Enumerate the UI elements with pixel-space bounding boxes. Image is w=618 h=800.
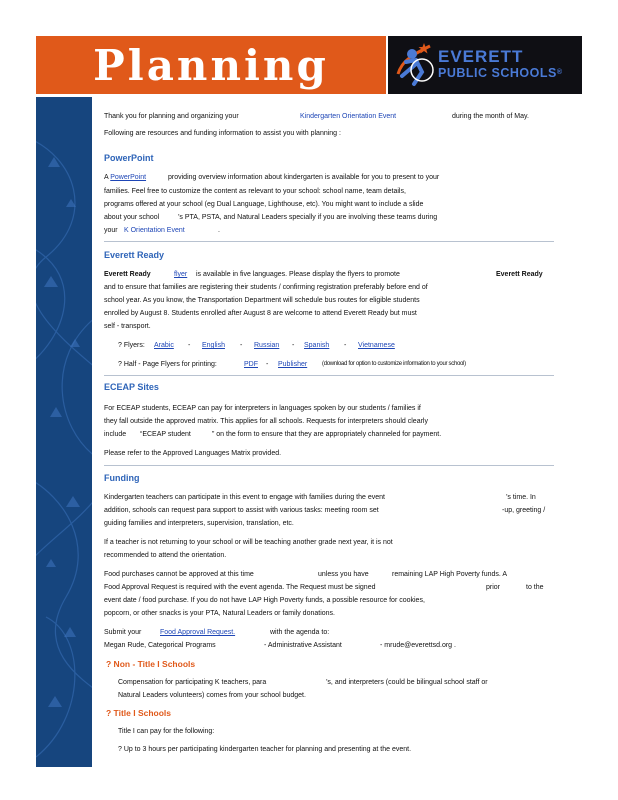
flyer-link-arabic[interactable]: Arabic (154, 342, 174, 349)
half-page-flyers-row: ? Half - Page Flyers for printing: PDF - Publisher (download for option to customize information to your school) (118, 361, 466, 368)
sidebar-swirl-icon (36, 97, 92, 767)
flyer-link-english[interactable]: English (202, 342, 225, 349)
paragraph-line: If a teacher is not returning to your school or will be teaching another grade next year, it is not (104, 539, 393, 546)
paragraph-line: Please refer to the Approved Languages Matrix provided. (104, 450, 282, 457)
event-name: Kindergarten Orientation Event (300, 113, 397, 120)
food-approval-request-link[interactable]: Food Approval Request. (160, 629, 236, 636)
paragraph-line: Everett Ready flyer is available in five languages. Please display the flyers to promote Everett Ready (104, 271, 543, 278)
flyers-row: ? Flyers: Arabic - English - Russian - Spanish - Vietnamese (118, 342, 395, 349)
pdf-link[interactable]: PDF (244, 361, 258, 368)
paragraph-line: popcorn, or other snacks is your PTA, Natural Leaders or family donations. (104, 610, 335, 617)
paragraph-line: Natural Leaders volunteers) comes from your school budget. (118, 692, 306, 699)
paragraph-line: A PowerPoint providing overview information about kindergarten is available for you to present to your (104, 174, 440, 181)
paragraph-line: guiding families and interpreters, supervision, translation, etc. (104, 520, 294, 527)
section-divider (104, 241, 554, 242)
runner-logo-icon (392, 40, 434, 90)
section-heading-funding: Funding (104, 473, 140, 483)
intro-line: Following are resources and funding information to assist you with planning : (104, 130, 341, 137)
section-heading-everett-ready: Everett Ready (104, 250, 165, 260)
title-i-heading: ? Title I Schools (106, 708, 172, 718)
paragraph-line: include “ECEAP student ” on the form to ensure that they are appropriately channeled for payment. (104, 431, 442, 438)
paragraph-line: and to ensure that families are registering their students / confirming registration preferably before end of (104, 284, 428, 291)
intro-line: Thank you for planning and organizing your Kindergarten Orientation Event during the month of May. (104, 113, 529, 120)
paragraph-line: Submit your Food Approval Request. with the agenda to: (104, 629, 330, 636)
paragraph-line: self - transport. (104, 323, 151, 330)
paragraph-line: recommended to attend the orientation. (104, 552, 227, 559)
paragraph-line: event date / food purchase. If you do not have LAP High Poverty funds, a possible resource for cookies, (104, 597, 425, 604)
logo-wordmark: EVERETT PUBLIC SCHOOLS® (438, 47, 563, 80)
paragraph-line: Title I can pay for the following: (118, 728, 215, 735)
paragraph-line: they fall outside the approved matrix. This applies for all schools. Requests for interpreters should clearly (104, 418, 428, 425)
list-item: ? Up to 3 hours per participating kindergarten teacher for planning and presenting at the event. (118, 746, 412, 753)
page-header (36, 36, 582, 94)
section-divider (104, 465, 554, 466)
contact-email: - mrude@everettsd.org . (380, 642, 456, 649)
publisher-link[interactable]: Publisher (278, 361, 308, 368)
section-divider (104, 375, 554, 376)
everett-logo (388, 36, 582, 94)
flyer-link-spanish[interactable]: Spanish (304, 342, 330, 349)
paragraph-line: your K Orientation Event . (104, 227, 220, 234)
title-banner (36, 36, 386, 94)
section-heading-powerpoint: PowerPoint (104, 153, 154, 163)
flyer-link[interactable]: flyer (174, 271, 188, 278)
flyer-link-russian[interactable]: Russian (254, 342, 280, 349)
paragraph-line: addition, schools can request para support to assist with various tasks: meeting room set -up, greeting / (104, 507, 546, 514)
flyer-link-vietnamese[interactable]: Vietnamese (358, 342, 395, 349)
non-title-i-heading: ? Non - Title I Schools (106, 659, 196, 669)
powerpoint-link[interactable]: PowerPoint (110, 174, 147, 181)
paragraph-line: For ECEAP students, ECEAP can pay for interpreters in languages spoken by our students / families if (104, 405, 421, 412)
paragraph-line: enrolled by August 8. Students enrolled after August 8 are welcome to attend Everett Ready but must (104, 310, 417, 317)
paragraph-line: about your school ’s PTA, PSTA, and Natural Leaders specially if you are involving these teams during (104, 214, 438, 221)
decorative-sidebar (36, 97, 92, 767)
section-heading-eceap: ECEAP Sites (104, 382, 159, 392)
paragraph-line: Compensation for participating K teachers, para ’s, and interpreters (could be bilingual school staff or (118, 679, 488, 686)
page-title: Planning (93, 40, 329, 90)
paragraph-line: Food Approval Request is required with the event agenda. The Request must be signed prior to the (104, 584, 544, 591)
paragraph-line: programs offered at your school (eg Dual Language, Lighthouse, etc). You might want to include a slide (104, 201, 424, 208)
contact-line: Megan Rude, Categorical Programs - Administrative Assistant - mrude@everettsd.org . (104, 642, 456, 649)
paragraph-line: school year. As you know, the Transportation Department will schedule bus routes for eligible students (104, 297, 420, 304)
paragraph-line: Food purchases cannot be approved at this time unless you have remaining LAP High Poverty funds. A (104, 571, 508, 578)
paragraph-line: Kindergarten teachers can participate in this event to engage with families during the event ’s time. In (104, 494, 536, 501)
paragraph-line: families. Feel free to customize the content as relevant to your school: school name, team details, (104, 188, 406, 195)
